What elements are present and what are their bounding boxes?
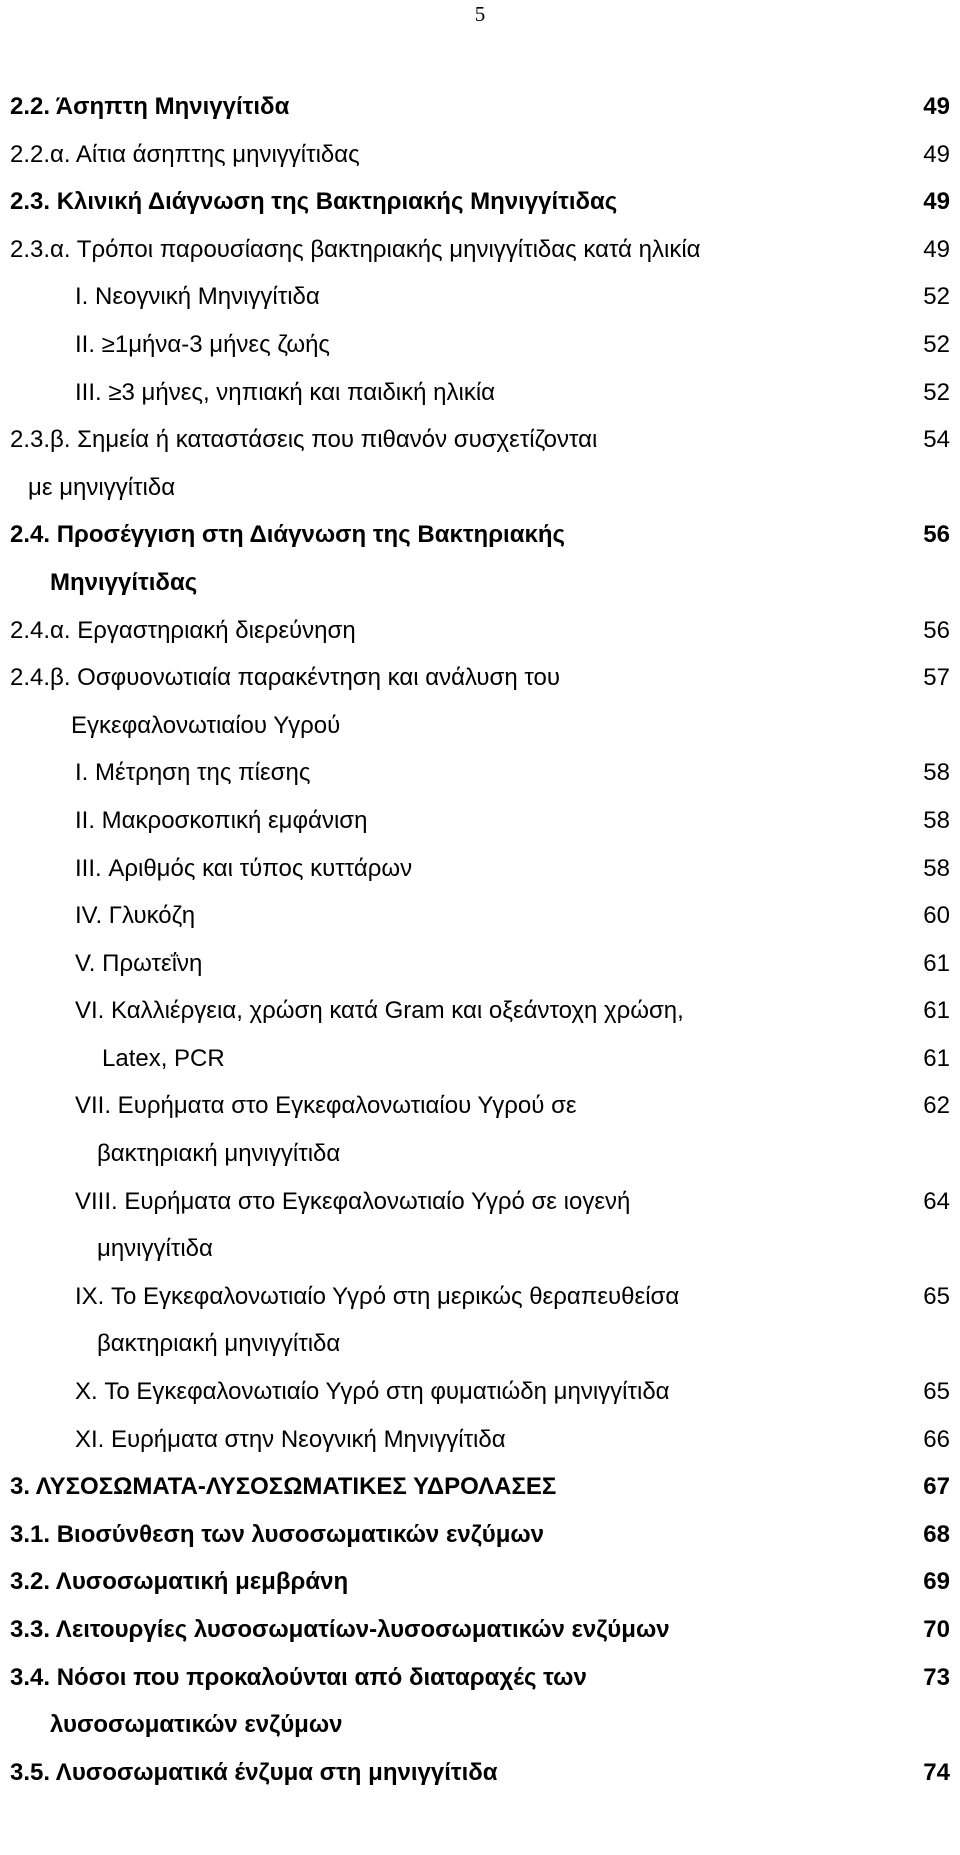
toc-entry-page-number: 49 bbox=[923, 235, 950, 263]
toc-entry-page-number: 49 bbox=[923, 140, 950, 168]
toc-entry-title-continued: με μηνιγγίτιδα bbox=[28, 473, 176, 501]
toc-line bbox=[0, 1416, 960, 1464]
toc-entry-title: 2.3. Κλινική Διάγνωση της Βακτηριακής Μηνιγγίτιδας bbox=[10, 188, 618, 216]
toc-entry-page-number: 69 bbox=[923, 1568, 950, 1596]
toc-line bbox=[0, 1035, 960, 1083]
toc-entry bbox=[0, 178, 960, 226]
toc-entry-page-number: 67 bbox=[923, 1473, 950, 1501]
toc-entry-title: 3.4. Νόσοι που προκαλούνται από διαταραχές των bbox=[10, 1663, 587, 1691]
toc-line bbox=[0, 83, 960, 131]
toc-entry-page-number: 54 bbox=[923, 426, 950, 454]
toc-entry bbox=[0, 1273, 960, 1368]
toc-entry bbox=[0, 1082, 960, 1177]
toc-entry-title: 3.5. Λυσοσωματικά ένζυμα στη μηνιγγίτιδα bbox=[10, 1758, 498, 1786]
toc-line bbox=[0, 178, 960, 226]
toc-entry-page-number: 57 bbox=[923, 664, 950, 692]
toc-entry-title: 2.3.β. Σημεία ή καταστάσεις που πιθανόν συσχετίζονται bbox=[10, 426, 598, 454]
toc-line bbox=[0, 1225, 960, 1273]
toc-entry-title: IX. Το Εγκεφαλονωτιαίο Υγρό στη μερικώς θεραπευθείσα bbox=[75, 1282, 680, 1310]
toc-entry bbox=[0, 1749, 960, 1797]
toc-entry-page-number: 66 bbox=[923, 1425, 950, 1453]
toc-line bbox=[0, 1558, 960, 1606]
toc-entry bbox=[0, 987, 960, 1035]
toc-entry-title: 2.4.α. Εργαστηριακή διερεύνηση bbox=[10, 616, 356, 644]
toc-entry-title: 2.2. Άσηπτη Μηνιγγίτιδα bbox=[10, 93, 290, 120]
toc-entry-title: VI. Καλλιέργεια, χρώση κατά Gram και οξεάντοχη χρώση, bbox=[75, 997, 684, 1025]
toc-line bbox=[0, 1082, 960, 1130]
toc-entry-page-number: 61 bbox=[923, 1044, 950, 1072]
toc-line bbox=[0, 1130, 960, 1178]
toc-entry-title: III. ≥3 μήνες, νηπιακή και παιδική ηλικία bbox=[75, 378, 496, 406]
toc-entry-title: 2.4.β. Οσφυονωτιαία παρακέντηση και ανάλυση του bbox=[10, 664, 560, 692]
toc-entry-title: III. Αριθμός και τύπος κυττάρων bbox=[75, 854, 413, 882]
toc-line bbox=[0, 940, 960, 988]
toc-entry-page-number: 70 bbox=[923, 1616, 950, 1643]
toc-entry-page-number: 65 bbox=[923, 1378, 950, 1406]
toc-entry bbox=[0, 226, 960, 274]
toc-entry-title: 2.2.α. Αίτια άσηπτης μηνιγγίτιδας bbox=[10, 140, 360, 168]
toc-entry-title: II. ≥1μήνα-3 μήνες ζωής bbox=[75, 330, 330, 358]
toc-entry bbox=[0, 1654, 960, 1749]
toc-entry-page-number: 49 bbox=[923, 93, 950, 120]
toc-entry bbox=[0, 1368, 960, 1416]
toc-line bbox=[0, 1273, 960, 1321]
toc-entry bbox=[0, 511, 960, 606]
toc-entry-title-continued: Εγκεφαλονωτιαίου Υγρού bbox=[71, 711, 341, 739]
toc-entry-title: XI. Ευρήματα στην Νεογνική Μηνιγγίτιδα bbox=[75, 1425, 506, 1453]
toc-entry-page-number: 68 bbox=[923, 1520, 950, 1548]
toc-entry-page-number: 74 bbox=[923, 1758, 950, 1786]
toc-entry bbox=[0, 1178, 960, 1273]
page-number: 5 bbox=[474, 2, 486, 26]
toc-entry-title: I. Μέτρηση της πίεσης bbox=[75, 759, 311, 787]
toc-entry-title-continued: μηνιγγίτιδα bbox=[97, 1235, 213, 1263]
toc-line bbox=[0, 987, 960, 1035]
toc-entry-title: VII. Ευρήματα στο Εγκεφαλονωτιαίου Υγρού σε bbox=[75, 1092, 577, 1120]
toc-entry-title-continued: βακτηριακή μηνιγγίτιδα bbox=[97, 1330, 341, 1358]
toc-entry bbox=[0, 273, 960, 321]
toc-entry-title: V. Πρωτεΐνη bbox=[75, 949, 203, 977]
toc-entry-title: VIII. Ευρήματα στο Εγκεφαλονωτιαίο Υγρό σε ιογενή bbox=[75, 1187, 631, 1215]
toc-entry-page-number: 65 bbox=[923, 1282, 950, 1310]
toc-line bbox=[0, 559, 960, 607]
toc-entry-page-number: 49 bbox=[923, 188, 950, 216]
toc-entry-page-number: 56 bbox=[923, 616, 950, 644]
toc-entry bbox=[0, 1511, 960, 1559]
toc-line bbox=[0, 369, 960, 417]
toc-entry bbox=[0, 797, 960, 845]
toc-entry bbox=[0, 369, 960, 417]
toc-entry bbox=[0, 845, 960, 893]
toc-entry-title: X. Το Εγκεφαλονωτιαίο Υγρό στη φυματιώδη μηνιγγίτιδα bbox=[75, 1378, 670, 1406]
toc-entry bbox=[0, 1035, 960, 1083]
toc-line bbox=[0, 273, 960, 321]
toc-entry-page-number: 58 bbox=[923, 806, 950, 834]
toc-entry-title-continued: Μηνιγγίτιδας bbox=[50, 568, 198, 596]
toc-line bbox=[0, 1606, 960, 1654]
toc-line bbox=[0, 131, 960, 179]
toc-line bbox=[0, 797, 960, 845]
toc-entry-page-number: 52 bbox=[923, 330, 950, 358]
toc-entry bbox=[0, 749, 960, 797]
toc-line bbox=[0, 464, 960, 512]
toc-entry bbox=[0, 1463, 960, 1511]
toc-entry bbox=[0, 607, 960, 655]
toc-entry-title-continued: βακτηριακή μηνιγγίτιδα bbox=[97, 1140, 341, 1168]
toc-entry-title: I. Νεογνική Μηνιγγίτιδα bbox=[75, 283, 320, 311]
toc-line bbox=[0, 1749, 960, 1797]
toc-entry-page-number: 60 bbox=[923, 902, 950, 930]
toc-entry bbox=[0, 654, 960, 749]
toc-entry-page-number: 56 bbox=[923, 521, 950, 549]
toc-line bbox=[0, 416, 960, 464]
toc-entry-title: 3.1. Βιοσύνθεση των λυσοσωματικών ενζύμων bbox=[10, 1520, 545, 1548]
toc-entry-title: 3. ΛΥΣΟΣΩΜΑΤΑ-ΛΥΣΟΣΩΜΑΤΙΚΕΣ ΥΔΡΟΛΑΣΕΣ bbox=[10, 1473, 557, 1501]
toc-line bbox=[0, 1654, 960, 1702]
toc-entry-title: IV. Γλυκόζη bbox=[75, 902, 196, 930]
toc-line bbox=[0, 226, 960, 274]
toc-entry-page-number: 64 bbox=[923, 1187, 950, 1215]
toc-entry bbox=[0, 131, 960, 179]
toc-line bbox=[0, 892, 960, 940]
toc-entry-page-number: 52 bbox=[923, 283, 950, 311]
toc-entry-page-number: 58 bbox=[923, 759, 950, 787]
toc-line bbox=[0, 654, 960, 702]
toc-entry bbox=[0, 940, 960, 988]
toc-entry-title: 3.3. Λειτουργίες λυσοσωματίων-λυσοσωματικών ενζύμων bbox=[10, 1616, 670, 1643]
toc-entry-title: Latex, PCR bbox=[102, 1044, 225, 1072]
toc-entry bbox=[0, 321, 960, 369]
toc-entry-page-number: 73 bbox=[923, 1663, 950, 1691]
toc-line bbox=[0, 607, 960, 655]
toc-entry-page-number: 61 bbox=[923, 949, 950, 977]
toc-line bbox=[0, 1178, 960, 1226]
toc-entry bbox=[0, 83, 960, 131]
table-of-contents bbox=[0, 83, 960, 1796]
toc-entry bbox=[0, 1606, 960, 1654]
toc-line bbox=[0, 1463, 960, 1511]
toc-line bbox=[0, 749, 960, 797]
toc-line bbox=[0, 511, 960, 559]
toc-entry bbox=[0, 892, 960, 940]
toc-line bbox=[0, 1511, 960, 1559]
toc-entry-title-continued: λυσοσωματικών ενζύμων bbox=[50, 1711, 343, 1739]
toc-line bbox=[0, 1320, 960, 1368]
toc-line bbox=[0, 702, 960, 750]
toc-line bbox=[0, 845, 960, 893]
toc-entry-page-number: 52 bbox=[923, 378, 950, 406]
toc-entry bbox=[0, 1558, 960, 1606]
toc-entry-page-number: 61 bbox=[923, 997, 950, 1025]
toc-entry-title: 3.2. Λυσοσωματική μεμβράνη bbox=[10, 1568, 349, 1596]
toc-entry bbox=[0, 416, 960, 511]
toc-entry-title: II. Μακροσκοπική εμφάνιση bbox=[75, 806, 368, 834]
toc-line bbox=[0, 1368, 960, 1416]
toc-entry-title: 2.4. Προσέγγιση στη Διάγνωση της Βακτηριακής bbox=[10, 521, 565, 549]
toc-entry-page-number: 58 bbox=[923, 854, 950, 882]
toc-entry-page-number: 62 bbox=[923, 1092, 950, 1120]
toc-entry-title: 2.3.α. Τρόποι παρουσίασης βακτηριακής μηνιγγίτιδας κατά ηλικία bbox=[10, 235, 701, 263]
toc-line bbox=[0, 1701, 960, 1749]
toc-line bbox=[0, 321, 960, 369]
toc-entry bbox=[0, 1416, 960, 1464]
